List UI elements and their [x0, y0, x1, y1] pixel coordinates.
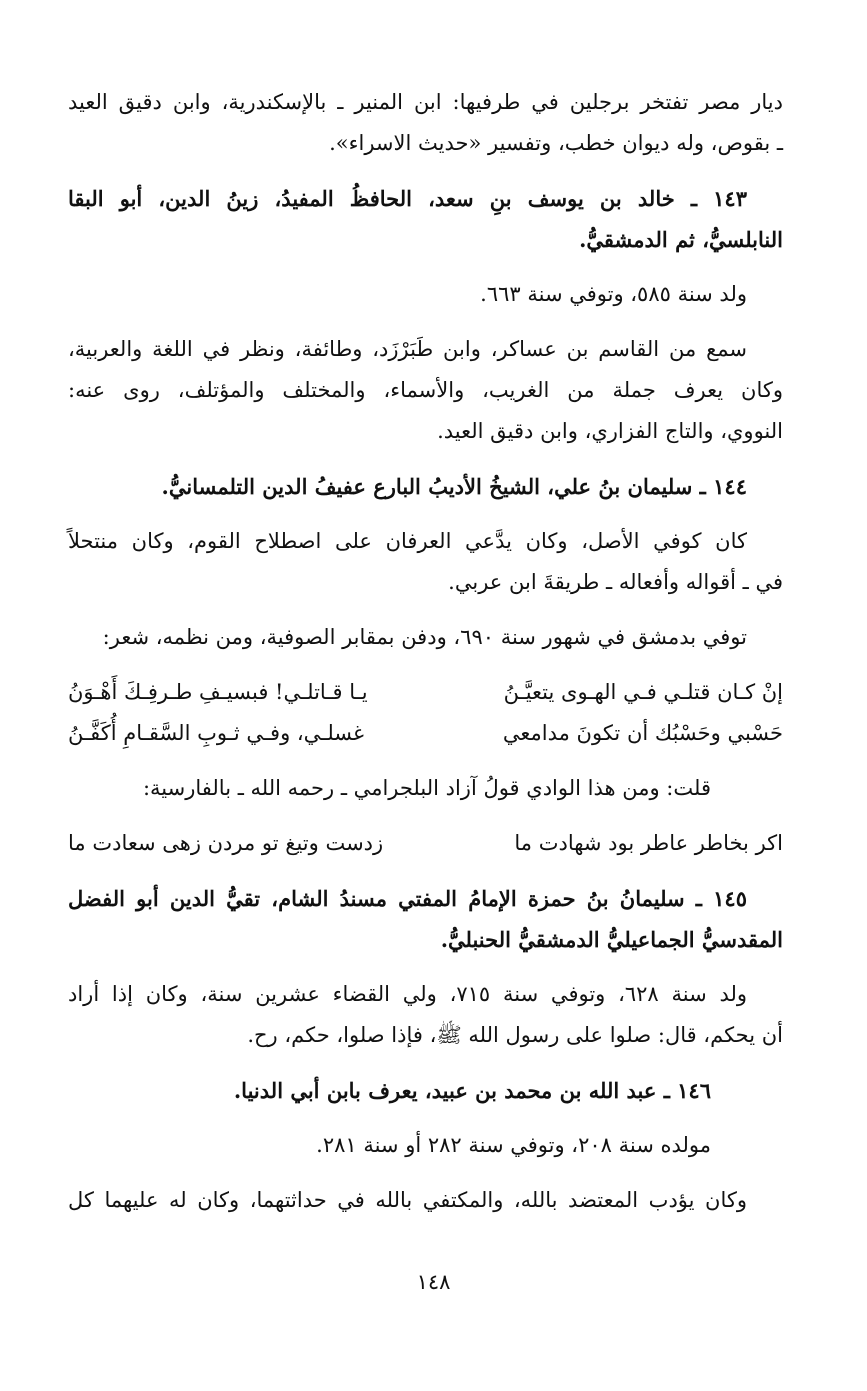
entry-145-description [68, 974, 783, 1056]
entry-146-description [68, 1180, 783, 1221]
verse-first-hemistich: حَسْبي وحَسْبُك أن تكونَ مدامعي [502, 721, 783, 745]
text-line: أن يحكم، قال: صلوا على رسول الله ﷺ، فإذا صلوا، حكم، رح. [247, 1023, 783, 1047]
document-page [68, 82, 783, 1372]
entry-143-birth-death: ولد سنة ٥٨٥، وتوفي سنة ٦٦٣. [480, 282, 747, 306]
text-line: وكان يعرف جملة من الغريب، والأسماء، والمختلف والمؤتلف، روى عنه: [68, 378, 783, 402]
persian-verse-block [68, 823, 783, 864]
entry-143-heading [68, 178, 783, 260]
text-line: النووي، والتاج الفزاري، وابن دقيق العيد. [437, 419, 783, 443]
entry-146-heading: ١٤٦ ـ عبد الله بن محمد بن عبيد، يعرف بابن أبي الدنيا. [233, 1078, 711, 1103]
verse-first-hemistich: اكر بخاطر عاطر بود شهادت ما [514, 831, 783, 855]
poem-block [68, 672, 783, 754]
verse-line [68, 713, 783, 754]
text-line: سمع من القاسم بن عساكر، وابن طَبَرْزَد، وطائفة، ونظر في اللغة والعربية، [68, 337, 747, 361]
entry-143-description [68, 329, 783, 452]
verse-second-hemistich: يـا قـاتلـي! فبسيـفِ طـرفِـكَ أَهْـوَنُ [68, 680, 368, 704]
entry-144-note: قلت: ومن هذا الوادي قولُ آزاد البلجرامي ـ رحمه الله ـ بالفارسية: [142, 776, 711, 800]
paragraph-intro [68, 82, 783, 164]
text-line: كان كوفي الأصل، وكان يدَّعي العرفان على اصطلاح القوم، وكان منتحلاً [68, 529, 747, 553]
text-line: ١٤٥ ـ سليمانُ بنُ حمزة الإمامُ المفتي مسندُ الشام، تقيُّ الدين أبو الفضل [68, 886, 747, 911]
text-line: وكان يؤدب المعتضد بالله، والمكتفي بالله في حداثتهما، وكان له عليهما كل [68, 1188, 747, 1212]
verse-second-hemistich: زدست وتيغ تو مردن زهى سعادت ما [68, 831, 384, 855]
verse-line [68, 823, 783, 864]
entry-145-heading [68, 878, 783, 960]
text-line: ١٤٣ ـ خالد بن يوسف بنِ سعد، الحافظُ المفيدُ، زينُ الدين، أبو البقا [68, 186, 747, 211]
verse-line [68, 672, 783, 713]
verse-second-hemistich: غسلـي، وفـي ثـوبِ السَّقـامِ أُكَفَّـنُ [68, 721, 364, 745]
entry-146-birth-death: مولده سنة ٢٠٨، وتوفي سنة ٢٨٢ أو سنة ٢٨١. [316, 1133, 711, 1157]
text-line: ديار مصر تفتخر برجلين في طرفيها: ابن المنير ـ بالإسكندرية، وابن دقيق العيد [68, 90, 783, 114]
entry-144-death: توفي بدمشق في شهور سنة ٦٩٠، ودفن بمقابر الصوفية، ومن نظمه، شعر: [102, 625, 747, 649]
text-line: ولد سنة ٦٢٨، وتوفي سنة ٧١٥، ولي القضاء عشرين سنة، وكان إذا أراد [68, 982, 748, 1006]
entry-144-heading: ١٤٤ ـ سليمان بنُ علي، الشيخُ الأديبُ البارع عفيفُ الدين التلمسانيُّ. [161, 474, 747, 499]
text-line: ـ بقوص، وله ديوان خطب، وتفسير «حديث الاسراء». [329, 131, 783, 155]
text-line: في ـ أقواله وأفعاله ـ طريقةَ ابن عربي. [448, 570, 783, 594]
verse-first-hemistich: إنْ كـان قتلـي فـي الهـوى يتعيَّـنُ [503, 680, 783, 704]
text-line: النابلسيُّ، ثم الدمشقيُّ. [579, 227, 783, 252]
text-line: المقدسيُّ الجماعيليُّ الدمشقيُّ الحنبليُّ. [440, 927, 783, 952]
page-number: ١٤٨ [416, 1270, 451, 1294]
entry-144-description [68, 521, 783, 603]
